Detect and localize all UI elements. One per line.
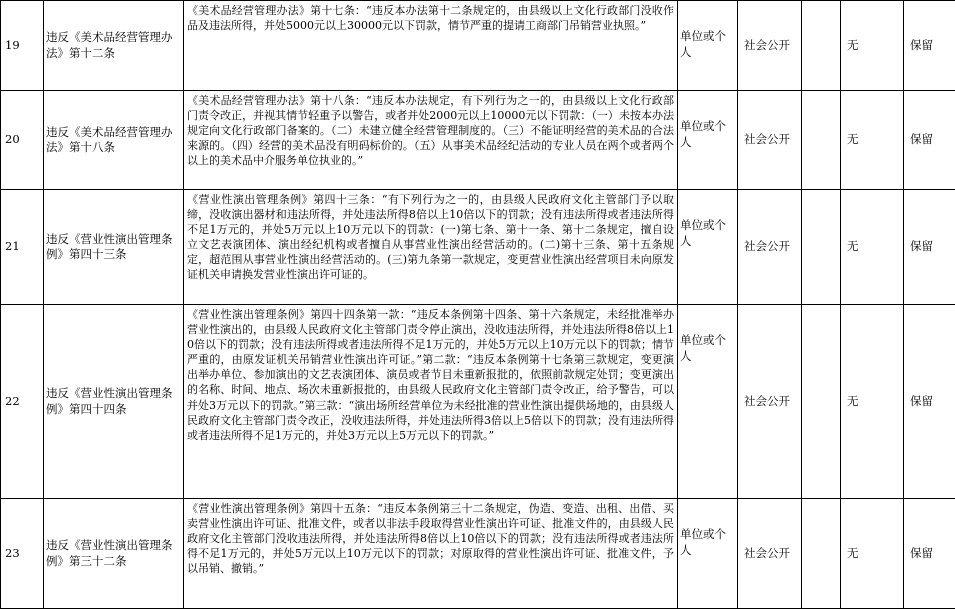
status-cell: 保留 — [904, 1, 955, 91]
table-row — [1, 499, 955, 609]
blank-cell — [802, 1, 841, 91]
flag-cell: 无 — [841, 91, 904, 190]
table-row — [1, 190, 955, 305]
violation-item: 违反《营业性演出管理条例》第四十三条 — [44, 190, 184, 305]
legal-basis: 《美术品经营管理办法》第十八条：“违反本办法规定，有下列行为之一的，由县级以上文化行政部门责令改正，并视其情节轻重予以警告，或者并处2000元以上10000元以下罚款：（一）未按本办法规定向文化行政部门备案的。（二）未建立健全经营管理制度的。（三）不能证明经营的美术品的合法来源的。（四）经营的美术品没有明码标价的。（五）从事美术品经纪活动的专业人员在两个或者两个以上的美术品中介服务单位执业的。” — [184, 91, 678, 190]
penalty-subject: 单位或个人 — [678, 1, 738, 91]
disclosure-scope: 社会公开 — [738, 1, 802, 91]
flag-cell: 无 — [841, 1, 904, 91]
disclosure-scope: 社会公开 — [738, 305, 802, 499]
penalty-subject: 单位或个人 — [678, 305, 738, 499]
row-number: 21 — [1, 190, 44, 305]
violation-item: 违反《营业性演出管理条例》第三十二条 — [44, 499, 184, 609]
violation-item: 违反《美术品经营管理办法》第十八条 — [44, 91, 184, 190]
violation-item: 违反《营业性演出管理条例》第四十四条 — [44, 305, 184, 499]
legal-basis: 《营业性演出管理条例》第四十三条：“有下列行为之一的，由县级人民政府文化主管部门予以取缔，没收演出器材和违法所得，并处违法所得8倍以上10倍以下的罚款；没有违法所得或者违法所得不足1万元的，并处5万元以上10万元以下的罚款：(一)第七条、第十一条、第十二条规定，擅自设立文艺表演团体、演出经纪机构或者擅自从事营业性演出经营活动的。(二)第十三条、第十五条规定，超范围从事营业性演出经营活动的。(三)第九条第一款规定，变更营业性演出经营项目未向原发证机关申请换发营业性演出许可证的。 — [184, 190, 678, 305]
penalty-subject: 单位或个人 — [678, 190, 738, 305]
status-cell: 保留 — [904, 499, 955, 609]
blank-cell — [802, 190, 841, 305]
penalty-subject: 单位或个人 — [678, 91, 738, 190]
flag-cell: 无 — [841, 499, 904, 609]
legal-basis: 《美术品经营管理办法》第十七条：“违反本办法第十二条规定的，由县级以上文化行政部门没收作品及违法所得，并处5000元以上30000元以下罚款，情节严重的提请工商部门吊销营业执照。” — [184, 1, 678, 91]
row-number: 20 — [1, 91, 44, 190]
blank-cell — [802, 305, 841, 499]
violation-item: 违反《美术品经营管理办法》第十二条 — [44, 1, 184, 91]
row-number: 23 — [1, 499, 44, 609]
disclosure-scope: 社会公开 — [738, 91, 802, 190]
table-row — [1, 305, 955, 499]
disclosure-scope: 社会公开 — [738, 190, 802, 305]
flag-cell: 无 — [841, 190, 904, 305]
flag-cell: 无 — [841, 305, 904, 499]
disclosure-scope: 社会公开 — [738, 499, 802, 609]
status-cell: 保留 — [904, 190, 955, 305]
table-row — [1, 1, 955, 91]
blank-cell — [802, 499, 841, 609]
table-body — [1, 1, 955, 609]
status-cell: 保留 — [904, 91, 955, 190]
legal-basis: 《营业性演出管理条例》第四十五条：“违反本条例第三十二条规定，伪造、变造、出租、出借、买卖营业性演出许可证、批准文件，或者以非法手段取得营业性演出许可证、批准文件的，由县级人民政府文化主管部门没收违法所得，并处违法所得8倍以上10倍以下的罚款；没有违法所得或者违法所得不足1万元的，并处5万元以上10万元以下的罚款；对原取得的营业性演出许可证、批准文件，予以吊销、撤销。” — [184, 499, 678, 609]
status-cell: 保留 — [904, 305, 955, 499]
row-number: 19 — [1, 1, 44, 91]
legal-basis: 《营业性演出管理条例》第四十四条第一款：“违反本条例第十四条、第十六条规定，未经批准举办营业性演出的，由县级人民政府文化主管部门责令停止演出，没收违法所得，并处违法所得8倍以上10倍以下的罚款；没有违法所得或者违法所得不足1万元的，并处5万元以上10万元以下的罚款；情节严重的，由原发证机关吊销营业性演出许可证。”第二款：“违反本条例第十七条第三款规定，变更演出举办单位、参加演出的文艺表演团体、演员或者节目未重新报批的，依照前款规定处罚；变更演出的名称、时间、地点、场次未重新报批的，由县级人民政府文化主管部门责令改正，给予警告，可以并处3万元以下的罚款。”第三款：“演出场所经营单位为未经批准的营业性演出提供场地的，由县级人民政府文化主管部门责令改正，没收违法所得，并处违法所得3倍以上5倍以下的罚款；没有违法所得或者违法所得不足1万元的，并处3万元以上5万元以下的罚款。” — [184, 305, 678, 499]
table-row — [1, 91, 955, 190]
row-number: 22 — [1, 305, 44, 499]
blank-cell — [802, 91, 841, 190]
penalty-subject: 单位或个人 — [678, 499, 738, 609]
